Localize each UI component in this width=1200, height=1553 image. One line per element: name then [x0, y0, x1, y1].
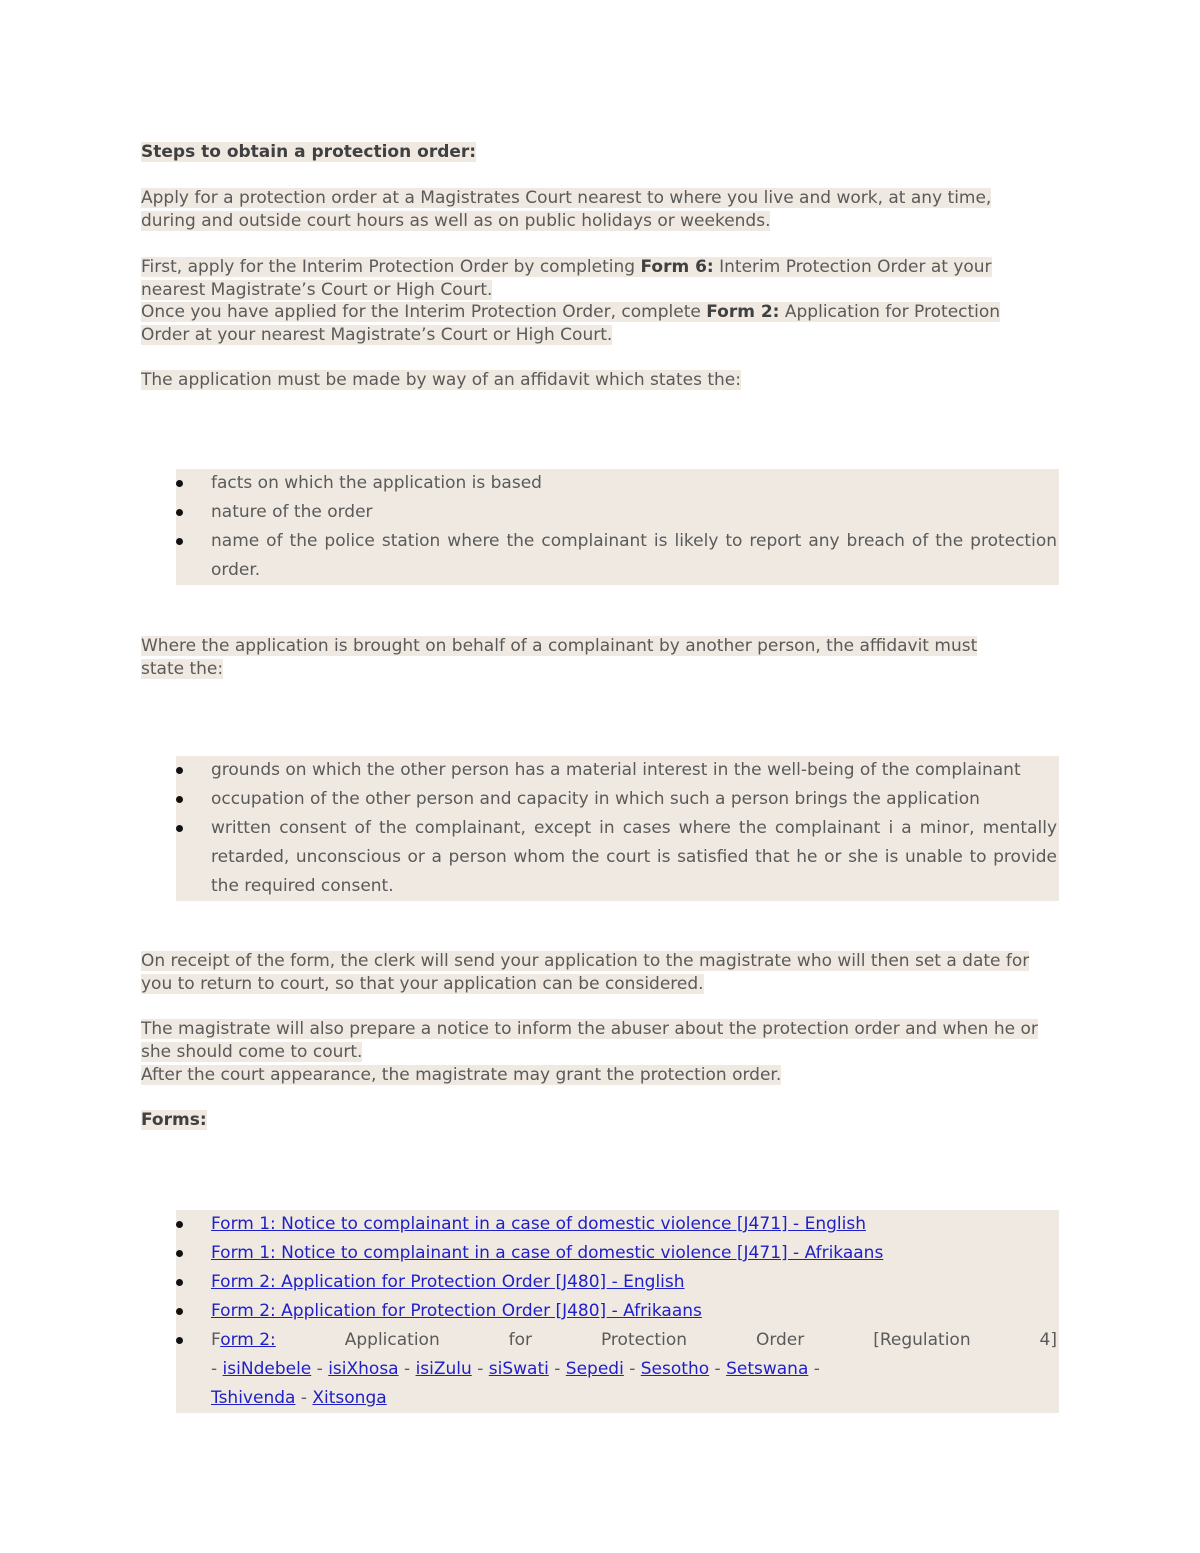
form-2-afrikaans-link[interactable]: Form 2: Application for Protection Order [J480] - Afrikaans — [211, 1301, 702, 1321]
list-item: nature of the order — [176, 498, 1059, 527]
list-item — [176, 1297, 1059, 1326]
paragraph-notice: The magistrate will also prepare a notice to inform the abuser about the protection order and when he or she should come to court. After the court appearance, the magistrate may grant the protection order. — [141, 1019, 1038, 1085]
siswati-link[interactable]: siSwati — [488, 1359, 549, 1379]
form-1-afrikaans-link[interactable]: Form 1: Notice to complainant in a case of domestic violence [J471] - Afrikaans — [211, 1243, 884, 1263]
affidavit-list — [176, 469, 1059, 585]
list-item — [176, 1268, 1059, 1297]
sesotho-link[interactable]: Sesotho — [640, 1359, 710, 1379]
setswana-link[interactable]: Setswana — [726, 1359, 809, 1379]
tshivenda-link[interactable]: Tshivenda — [211, 1388, 296, 1408]
isixhosa-link[interactable]: isiXhosa — [328, 1359, 399, 1379]
list-item — [176, 1210, 1059, 1239]
form-2-regulation-link[interactable]: orm 2: — [220, 1330, 276, 1350]
list-item — [176, 1326, 1059, 1413]
paragraph-affidavit: The application must be made by way of an affidavit which states the: — [141, 370, 741, 390]
page-title: Steps to obtain a protection order: — [141, 142, 477, 162]
isizulu-link[interactable]: isiZulu — [415, 1359, 472, 1379]
list-item — [176, 1239, 1059, 1268]
language-links: - isiNdebele - isiXhosa - isiZulu - siSwati - Sepedi - Sesotho - Setswana - Tshivenda - Xitsonga — [211, 1359, 820, 1408]
behalf-list — [176, 756, 1059, 901]
form-1-english-link[interactable]: Form 1: Notice to complainant in a case of domestic violence [J471] - English — [211, 1214, 866, 1234]
isindebele-link[interactable]: isiNdebele — [222, 1359, 312, 1379]
list-item: grounds on which the other person has a material interest in the well-being of the complainant — [176, 756, 1059, 785]
list-item: written consent of the complainant, except in cases where the complainant i a minor, mentally retarded, unconscious or a person whom the court is satisfied that he or she is unable to provide the required consent. — [176, 814, 1059, 901]
paragraph-behalf: Where the application is brought on behalf of a complainant by another person, the affidavit must state the: — [141, 636, 978, 679]
sepedi-link[interactable]: Sepedi — [565, 1359, 624, 1379]
paragraph-interim-order: First, apply for the Interim Protection Order by completing Form 6: Interim Protection Order at your nearest Magistrate’s Court or High Court. — [141, 257, 992, 300]
list-item: facts on which the application is based — [176, 469, 1059, 498]
forms-list — [176, 1210, 1059, 1413]
form-2-english-link[interactable]: Form 2: Application for Protection Order [J480] - English — [211, 1272, 685, 1292]
list-item: occupation of the other person and capacity in which such a person brings the application — [176, 785, 1059, 814]
forms-heading: Forms: — [141, 1110, 207, 1130]
list-item: name of the police station where the complainant is likely to report any breach of the protection order. — [176, 527, 1059, 585]
paragraph-receipt: On receipt of the form, the clerk will send your application to the magistrate who will then set a date for you to return to court, so that your application can be considered. — [141, 951, 1030, 994]
xitsonga-link[interactable]: Xitsonga — [312, 1388, 387, 1408]
form-2-regulation-line: Form 2: Application for Protection Order [Regulation 4] — [211, 1330, 1057, 1350]
paragraph-form-2: Once you have applied for the Interim Protection Order, complete Form 2: Application for Protection Order at your nearest Magistrate’s Court or High Court. — [141, 302, 1001, 345]
paragraph-apply: Apply for a protection order at a Magistrates Court nearest to where you live and work, at any time, during and outside court hours as well as on public holidays or weekends. — [141, 188, 992, 231]
